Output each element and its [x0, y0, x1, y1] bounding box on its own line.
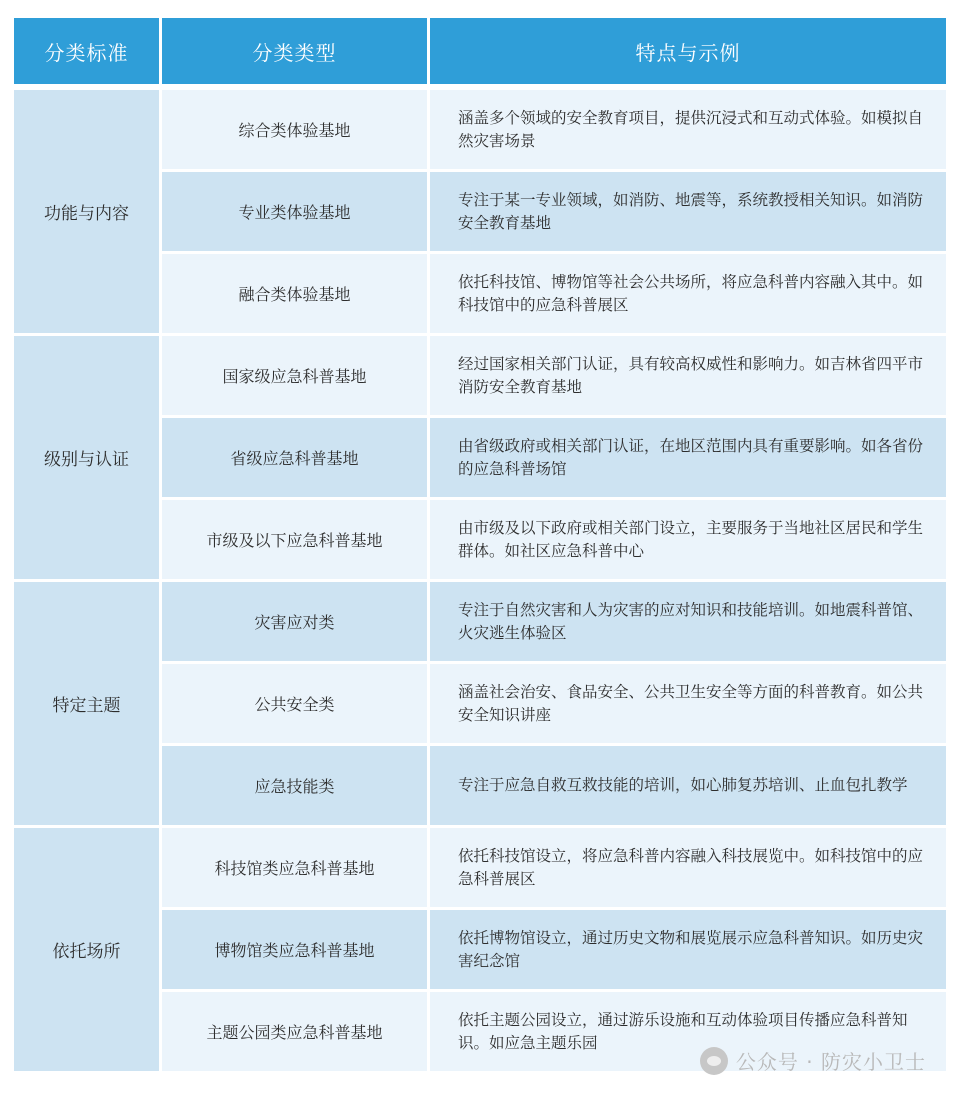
desc-column	[430, 336, 946, 579]
desc-column	[430, 828, 946, 1071]
desc-cell: 依托科技馆、博物馆等社会公共场所，将应急科普内容融入其中。如科技馆中的应急科普展区	[430, 254, 946, 333]
desc-cell: 由市级及以下政府或相关部门设立，主要服务于当地社区居民和学生群体。如社区应急科普中心	[430, 500, 946, 579]
category-cell: 依托场所	[14, 828, 159, 1071]
type-cell: 省级应急科普基地	[162, 418, 427, 497]
type-cell: 科技馆类应急科普基地	[162, 828, 427, 907]
type-cell: 综合类体验基地	[162, 90, 427, 169]
desc-cell: 依托主题公园设立，通过游乐设施和互动体验项目传播应急科普知识。如应急主题乐园	[430, 992, 946, 1071]
type-cell: 灾害应对类	[162, 582, 427, 661]
type-column	[162, 582, 427, 825]
type-cell: 公共安全类	[162, 664, 427, 743]
desc-cell: 涵盖社会治安、食品安全、公共卫生安全等方面的科普教育。如公共安全知识讲座	[430, 664, 946, 743]
type-cell: 专业类体验基地	[162, 172, 427, 251]
type-cell: 融合类体验基地	[162, 254, 427, 333]
type-column	[162, 828, 427, 1071]
desc-cell: 专注于某一专业领域，如消防、地震等，系统教授相关知识。如消防安全教育基地	[430, 172, 946, 251]
watermark-text: 公众号 · 防灾小卫士	[735, 1050, 926, 1074]
desc-column	[430, 90, 946, 333]
desc-cell: 经过国家相关部门认证，具有较高权威性和影响力。如吉林省四平市消防安全教育基地	[430, 336, 946, 415]
desc-column	[430, 582, 946, 825]
category-cell: 级别与认证	[14, 336, 159, 579]
type-cell: 市级及以下应急科普基地	[162, 500, 427, 579]
header-features: 特点与示例	[430, 18, 946, 84]
watermark	[700, 1046, 926, 1075]
type-column	[162, 90, 427, 333]
desc-cell: 涵盖多个领域的安全教育项目，提供沉浸式和互动式体验。如模拟自然灾害场景	[430, 90, 946, 169]
desc-cell: 由省级政府或相关部门认证，在地区范围内具有重要影响。如各省份的应急科普场馆	[430, 418, 946, 497]
header-type: 分类类型	[162, 18, 427, 84]
desc-cell: 依托博物馆设立，通过历史文物和展览展示应急科普知识。如历史灾害纪念馆	[430, 910, 946, 989]
type-cell: 主题公园类应急科普基地	[162, 992, 427, 1071]
desc-cell: 专注于自然灾害和人为灾害的应对知识和技能培训。如地震科普馆、火灾逃生体验区	[430, 582, 946, 661]
desc-cell: 专注于应急自救互救技能的培训，如心肺复苏培训、止血包扎教学	[430, 746, 946, 825]
header-category: 分类标准	[14, 18, 159, 84]
type-cell: 应急技能类	[162, 746, 427, 825]
category-cell: 功能与内容	[14, 90, 159, 333]
type-cell: 博物馆类应急科普基地	[162, 910, 427, 989]
type-column	[162, 336, 427, 579]
wechat-icon	[700, 1047, 728, 1075]
classification-table	[14, 18, 946, 1071]
desc-cell: 依托科技馆设立，将应急科普内容融入科技展览中。如科技馆中的应急科普展区	[430, 828, 946, 907]
type-cell: 国家级应急科普基地	[162, 336, 427, 415]
category-cell: 特定主题	[14, 582, 159, 825]
